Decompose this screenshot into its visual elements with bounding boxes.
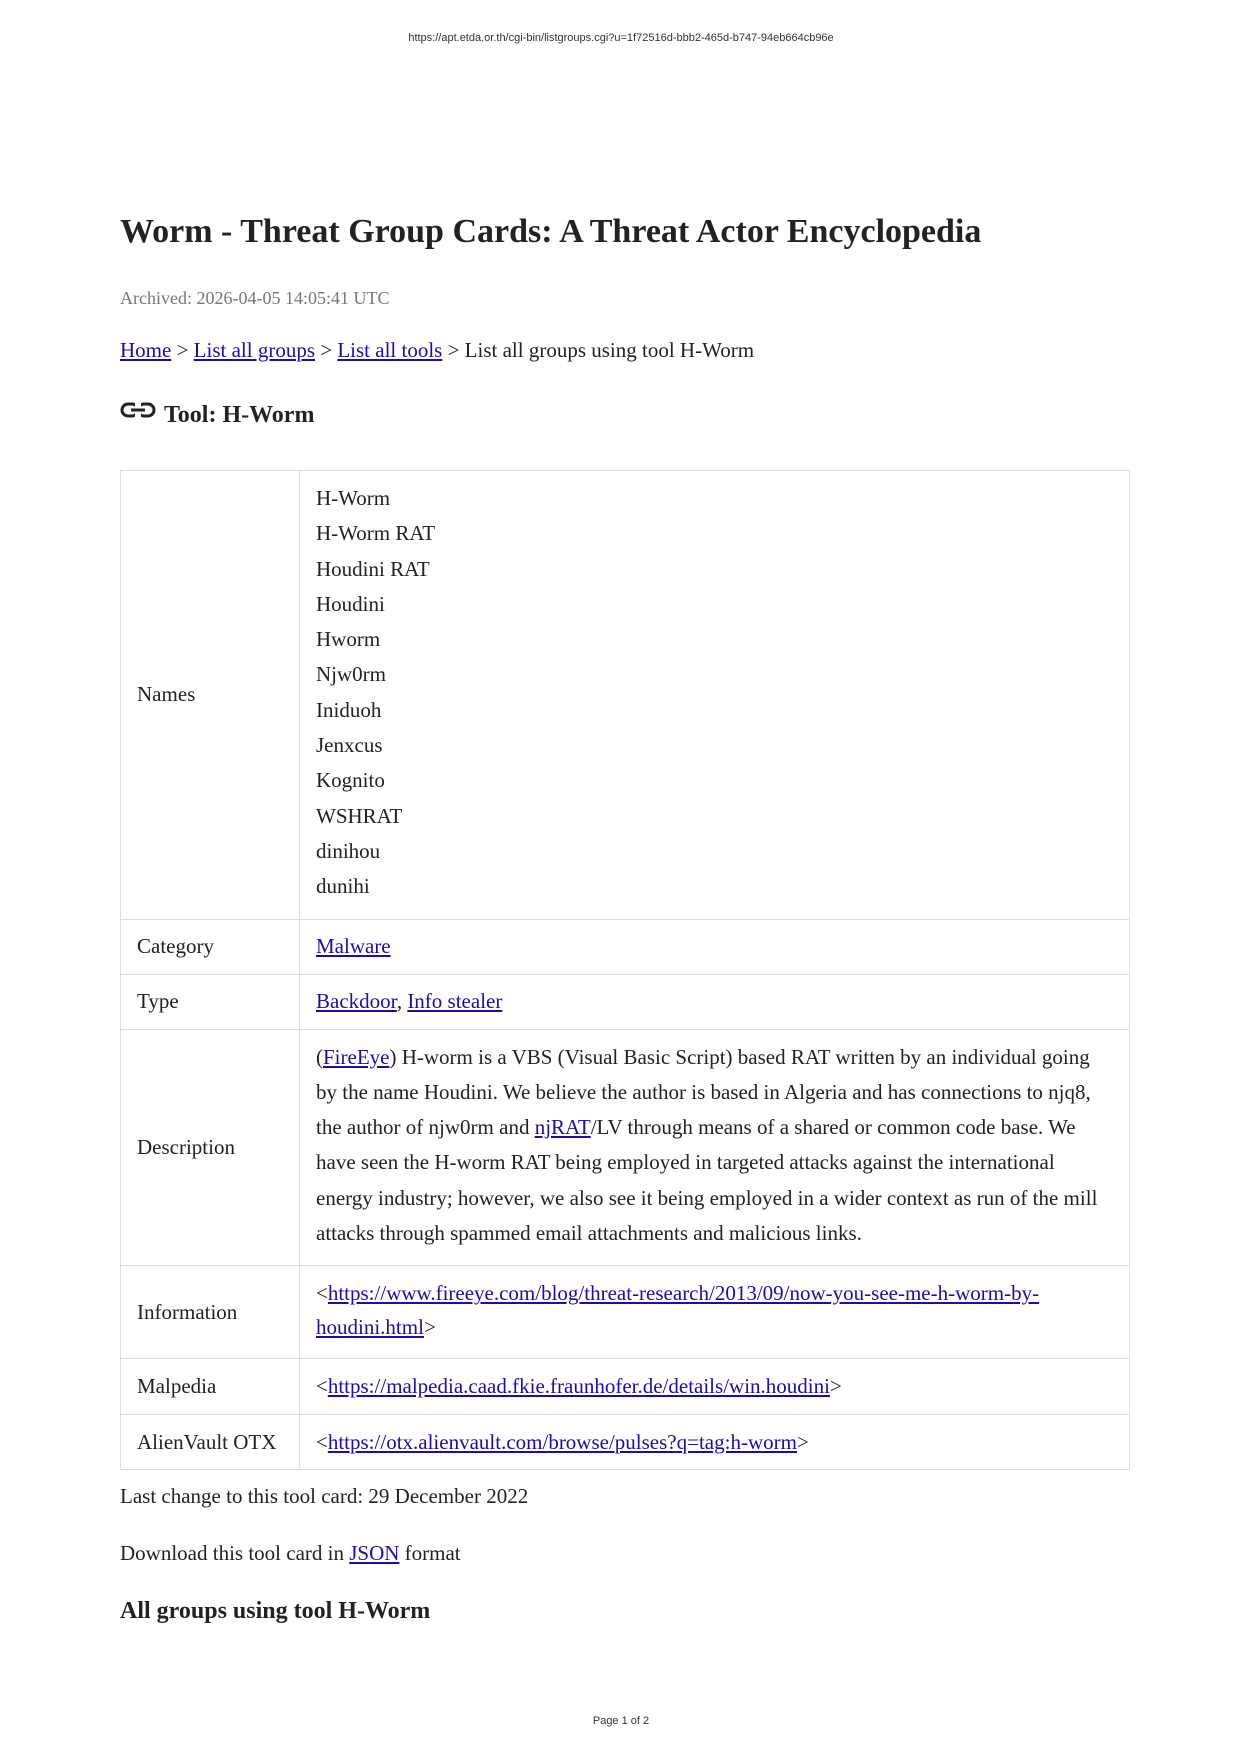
last-change-text: Last change to this tool card: 29 December 2022 [120, 1484, 529, 1508]
name-item: dunihi [316, 874, 370, 899]
information-label: Information [121, 1266, 300, 1359]
table-row-alienvault [121, 1415, 1130, 1470]
link-icon [120, 399, 156, 423]
table-row-description [121, 1029, 1130, 1266]
angle-open: < [316, 1429, 328, 1454]
download-suffix: format [399, 1541, 461, 1565]
name-item: WSHRAT [316, 803, 403, 828]
type-separator: , [396, 989, 408, 1014]
description-source-link[interactable]: FireEye [323, 1044, 390, 1069]
breadcrumb-list-groups-link[interactable]: List all groups [193, 338, 315, 362]
breadcrumb-separator: > [171, 338, 194, 362]
name-item: Houdini [316, 591, 385, 616]
table-row-names [121, 471, 1130, 920]
name-item: Hworm [316, 627, 381, 652]
name-item: H-Worm [316, 486, 391, 510]
breadcrumb-home-link[interactable]: Home [120, 338, 172, 362]
download-line [120, 1541, 461, 1566]
category-value [300, 919, 1130, 974]
groups-heading: All groups using tool H-Worm [120, 1598, 431, 1624]
description-value [300, 1029, 1130, 1266]
table-row-category [121, 919, 1130, 974]
archived-timestamp: Archived: 2026-04-05 14:05:41 UTC [120, 288, 390, 308]
angle-open: < [316, 1374, 328, 1399]
json-download-link[interactable]: JSON [349, 1541, 400, 1565]
names-list [300, 471, 1130, 920]
tool-heading-text: Tool: H-Worm [164, 402, 315, 428]
name-item: Kognito [316, 768, 385, 793]
malpedia-value [300, 1359, 1130, 1415]
name-item: H-Worm RAT [316, 521, 436, 546]
tool-heading [120, 402, 314, 429]
alienvault-label: AlienVault OTX [121, 1415, 300, 1470]
type-backdoor-link[interactable]: Backdoor [316, 989, 397, 1014]
print-url-header: https://apt.etda.or.th/cgi-bin/listgroups.cgi?u=1f72516d-bbb2-465d-b747-94eb664cb96e [408, 32, 834, 44]
malpedia-link[interactable]: https://malpedia.caad.fkie.fraunhofer.de/details/win.houdini [327, 1374, 830, 1399]
download-prefix: Download this tool card in [120, 1541, 350, 1565]
type-label: Type [121, 974, 300, 1029]
name-item: Houdini RAT [316, 556, 430, 581]
type-info-stealer-link[interactable]: Info stealer [407, 989, 503, 1014]
name-item: dinihou [316, 838, 381, 863]
name-item: Njw0rm [316, 662, 386, 687]
breadcrumb-list-tools-link[interactable]: List all tools [337, 338, 443, 362]
name-item: Iniduoh [316, 697, 382, 722]
breadcrumb-current: > List all groups using tool H-Worm [442, 338, 755, 362]
breadcrumb [120, 338, 754, 363]
table-row-information [121, 1266, 1130, 1359]
breadcrumb-separator: > [315, 338, 338, 362]
page-title: Worm - Threat Group Cards: A Threat Actor Encyclopedia [120, 213, 982, 250]
description-text-1: ) H-worm is a VBS (Visual Basic Script) based RAT written by an individual going by the name Houdini. We believe the author is based in Algeria and has connections to njq8, the author of njw0rm and [316, 1044, 1091, 1140]
description-label: Description [121, 1029, 300, 1266]
page-number: Page 1 of 2 [592, 1715, 650, 1727]
angle-open: < [316, 1281, 328, 1306]
angle-close: > [796, 1429, 809, 1454]
alienvault-link[interactable]: https://otx.alienvault.com/browse/pulses?q=tag:h-worm [327, 1429, 797, 1454]
category-label: Category [121, 919, 300, 974]
information-link[interactable]: https://www.fireeye.com/blog/threat-research/2013/09/now-you-see-me-h-worm-by-houdini.html [316, 1281, 1040, 1340]
name-item: Jenxcus [316, 733, 383, 758]
angle-close: > [423, 1315, 436, 1340]
angle-close: > [829, 1374, 842, 1399]
description-paren: ( [316, 1044, 323, 1069]
type-value [300, 974, 1130, 1029]
description-njrat-link[interactable]: njRAT [534, 1115, 591, 1140]
description-text-2: /LV through means of a shared or common code base. We have seen the H-worm RAT being employed in targeted attacks against the international energy industry; however, we also see it being employed in a wider context as run of the mill attacks through spammed email attachments and malicious links. [316, 1115, 1098, 1246]
table-row-type [121, 974, 1130, 1029]
malpedia-label: Malpedia [121, 1359, 300, 1415]
names-label: Names [121, 471, 300, 920]
alienvault-value [300, 1415, 1130, 1470]
information-value [300, 1266, 1130, 1359]
table-row-malpedia [121, 1359, 1130, 1415]
category-malware-link[interactable]: Malware [316, 934, 391, 959]
tool-card-table [120, 470, 1130, 1470]
